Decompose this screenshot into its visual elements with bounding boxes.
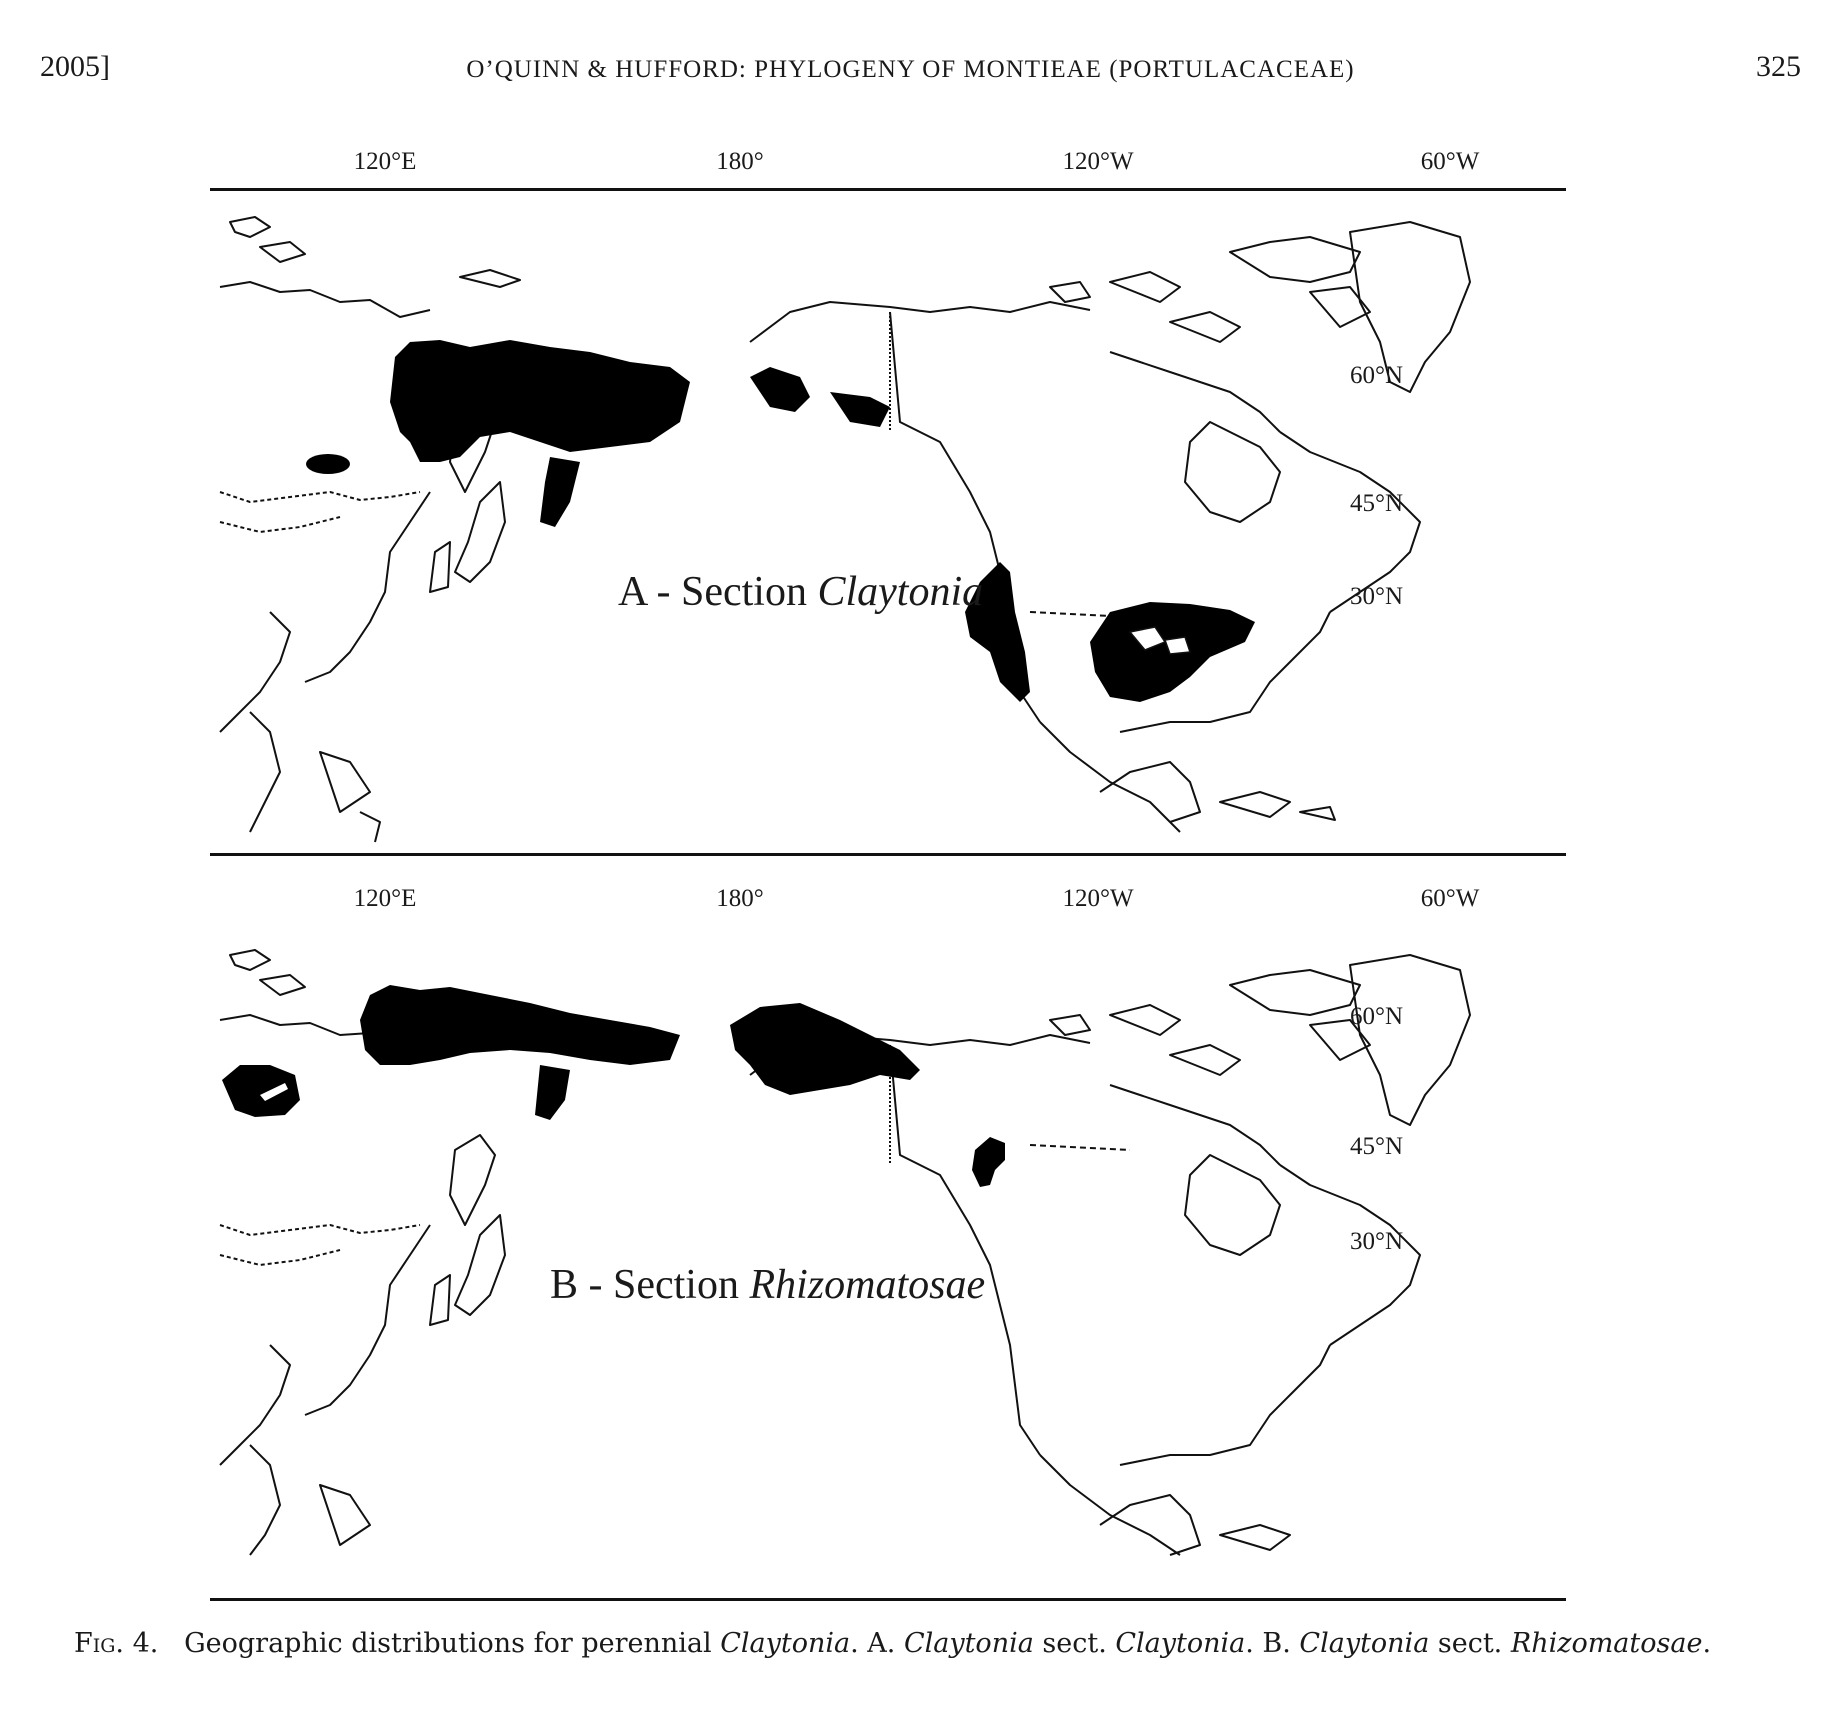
panel-title-b-taxon: Rhizomatosae bbox=[749, 1262, 986, 1308]
caption-taxon-3: Claytonia bbox=[1115, 1628, 1246, 1659]
lon-label-60w: 60°W bbox=[1420, 148, 1480, 175]
caption-taxon-4: Claytonia bbox=[1299, 1628, 1430, 1659]
lon-label-60w-b: 60°W bbox=[1420, 885, 1480, 912]
panel-title-b bbox=[550, 1261, 985, 1309]
panel-title-a-taxon: Claytonia bbox=[817, 569, 984, 615]
header-year: 2005] bbox=[40, 50, 110, 83]
range-fills-a bbox=[306, 340, 1255, 702]
figure-label: Fig. 4. bbox=[74, 1628, 159, 1659]
lon-label-120w-b: 120°W bbox=[1062, 885, 1134, 912]
caption-text-3: sect. bbox=[1033, 1628, 1116, 1659]
running-title: O’QUINN & HUFFORD: PHYLOGENY OF MONTIEAE (PORTULACACEAE) bbox=[466, 56, 1355, 83]
map-panel-a bbox=[210, 140, 1566, 860]
lon-label-120w: 120°W bbox=[1062, 148, 1134, 175]
caption-taxon-5: Rhizomatosae bbox=[1510, 1628, 1703, 1659]
lat-label-45n-a: 45°N bbox=[1350, 490, 1404, 517]
page-number: 325 bbox=[1756, 50, 1801, 83]
longitude-labels-a bbox=[210, 140, 1566, 180]
lat-label-45n-b: 45°N bbox=[1350, 1133, 1404, 1160]
caption-taxon-2: Claytonia bbox=[903, 1628, 1034, 1659]
map-a bbox=[210, 192, 1566, 852]
panel-title-a bbox=[618, 568, 983, 616]
caption-text-2: . A. bbox=[850, 1628, 904, 1659]
lon-label-120e-b: 120°E bbox=[353, 885, 417, 912]
lat-label-60n-a: 60°N bbox=[1350, 362, 1404, 389]
panel-title-a-prefix: A - Section bbox=[618, 569, 818, 615]
lon-label-120e: 120°E bbox=[353, 148, 417, 175]
panel-title-b-prefix: B - Section bbox=[550, 1262, 750, 1308]
coastlines-a bbox=[220, 217, 1470, 842]
longitude-labels-b bbox=[210, 885, 1566, 925]
map-panel-b bbox=[210, 885, 1566, 1603]
figure-caption bbox=[74, 1628, 1711, 1659]
map-top-rule bbox=[210, 188, 1566, 191]
range-fills-b bbox=[222, 985, 1005, 1187]
lon-label-180-b: 180° bbox=[716, 885, 764, 912]
lat-label-30n-b: 30°N bbox=[1350, 1228, 1404, 1255]
map-bottom-rule-a bbox=[210, 853, 1566, 856]
caption-text-6: . bbox=[1702, 1628, 1712, 1659]
lat-label-30n-a: 30°N bbox=[1350, 583, 1404, 610]
lat-label-60n-b: 60°N bbox=[1350, 1003, 1404, 1030]
caption-text-4: . B. bbox=[1245, 1628, 1300, 1659]
caption-text-1: Geographic distributions for perennial bbox=[184, 1628, 721, 1659]
lon-label-180: 180° bbox=[716, 148, 764, 175]
caption-text-5: sect. bbox=[1429, 1628, 1511, 1659]
caption-taxon-1: Claytonia bbox=[720, 1628, 851, 1659]
map-bottom-rule-b bbox=[210, 1598, 1566, 1601]
